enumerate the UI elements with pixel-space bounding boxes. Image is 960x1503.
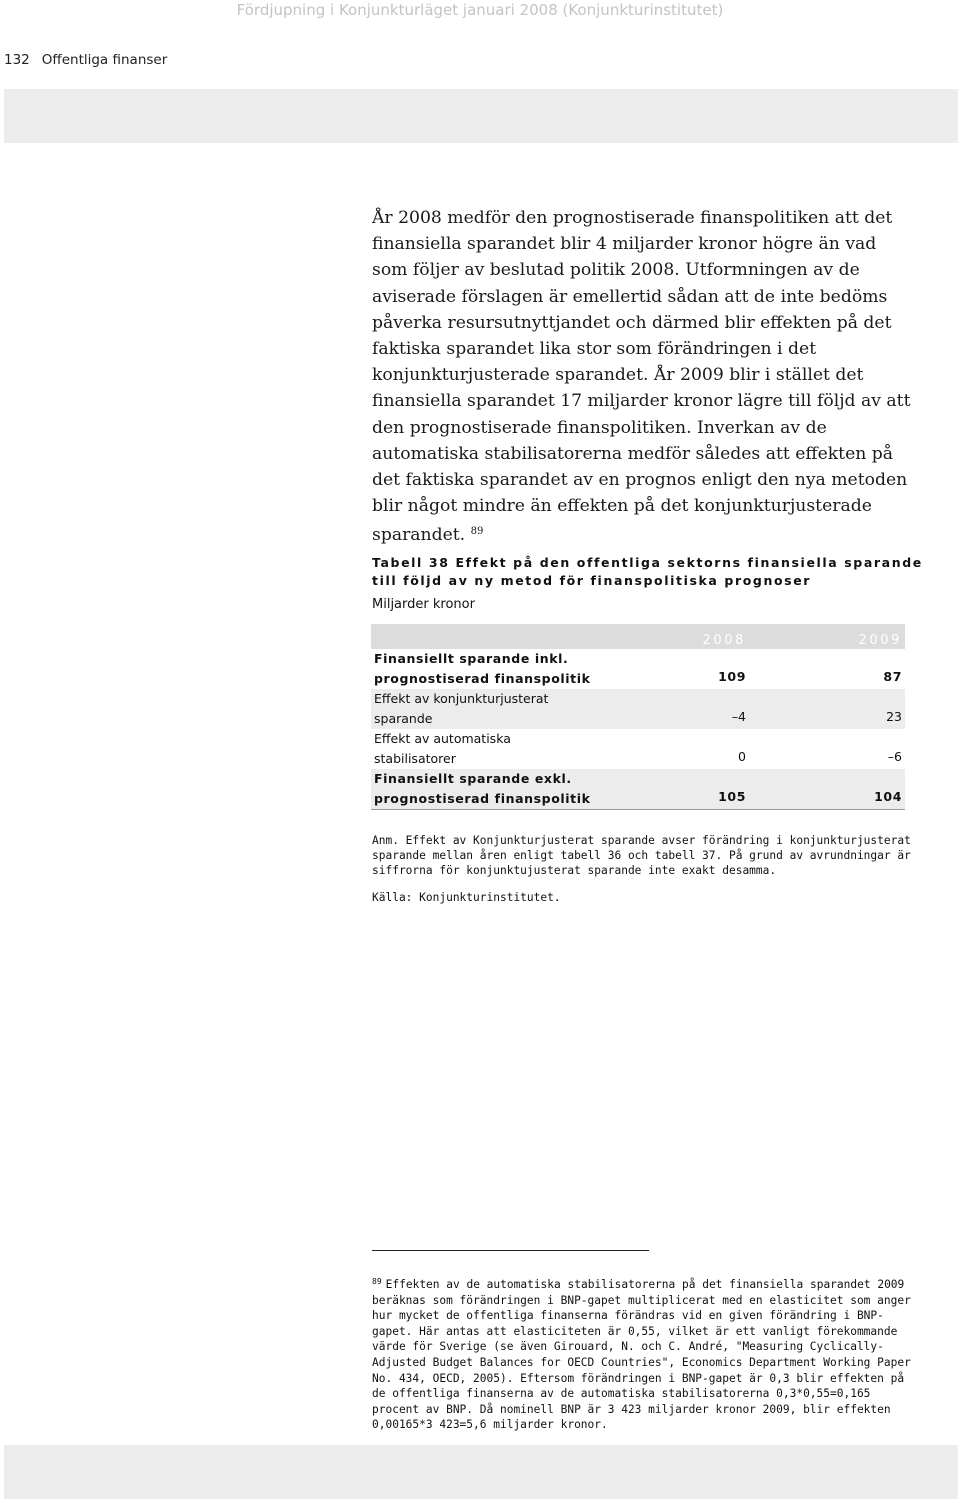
table-caption: Tabell 38 Effekt på den offentliga sektorns finansiella sparande till följd av ny metod för finanspolitiska prognoser (372, 555, 923, 588)
table-unit: Miljarder kronor (372, 597, 475, 612)
row-label (371, 649, 603, 689)
running-header (4, 52, 167, 68)
row-label (371, 769, 603, 810)
cell-2009: –6 (887, 749, 902, 764)
header-label-cell (371, 624, 603, 649)
document-title: Fördjupning i Konjunkturläget januari 2008 (Konjunkturinstitutet) (236, 1, 724, 19)
row-label-line: Finansiellt sparande inkl. (374, 651, 569, 666)
table-row (371, 769, 905, 810)
body-paragraph (372, 205, 912, 549)
footnote (372, 1274, 912, 1433)
row-label-line: prognostiserad finanspolitik (374, 671, 591, 686)
row-label (371, 689, 603, 729)
top-band (4, 89, 958, 143)
row-label (371, 729, 603, 769)
footnote-number: 89 (372, 1277, 382, 1286)
table-row (371, 729, 905, 769)
table-header-row (371, 624, 905, 649)
table-source: Källa: Konjunkturinstitutet. (372, 891, 561, 904)
cell-2009: 87 (883, 669, 902, 684)
page-number: 132 (4, 52, 30, 68)
cell-2008: –4 (603, 689, 749, 729)
bottom-band (4, 1445, 958, 1499)
cell-2009: 104 (749, 769, 905, 810)
footnote-reference[interactable]: 89 (470, 526, 484, 538)
table-row (371, 649, 905, 689)
data-table (371, 624, 905, 810)
footnote-text: Effekten av de automatiska stabilisatorerna på det finansiella sparandet 2009 beräknas som förändringen i BNP-gapet multiplicerat med en elasticitet som anger hur mycket de offentliga finanserna förändras vid en given förändring i BNP-gapet. Här antas att elasticiteten är 0,55, vilket är ett vanligt förekommande värde för Sverige (se även Girouard, N. och C. André, "Measuring Cyclically-Adjusted Budget Balances for OECD Countries", Economics Department Working Paper No. 434, OECD, 2005). Eftersom förändringen i BNP-gapet är 0,3 blir effekten på de offentliga finanserna av de automatiska stabilisatorerna 0,3*0,55=0,165 procent av BNP. Då nominell BNP är 3 423 miljarder kronor 2009, blir effekten 0,00165*3 423=5,6 miljarder kronor. (372, 1278, 911, 1432)
row-label-line: sparande (374, 711, 433, 726)
row-label-line: stabilisatorer (374, 751, 456, 766)
column-header-2008: 2008 (603, 624, 749, 649)
row-label-line: Effekt av konjunkturjusterat (374, 691, 549, 706)
row-label-line: prognostiserad finanspolitik (374, 791, 591, 806)
paragraph-text: År 2008 medför den prognostiserade finanspolitiken att det finansiella sparandet blir 4 miljarder kronor högre än vad som följer av beslutad politik 2008. Utformningen av de aviserade förslagen är emellertid sådan att de inte bedöms påverka resursutnyttjandet och därmed blir effekten på det faktiska sparandet lika stor som förändringen i det konjunkturjusterade sparandet. År 2009 blir i stället det finansiella sparandet 17 miljarder kronor lägre till följd av att den prognostiserade finanspolitiken. Inverkan av de automatiska stabilisatorerna medför således att effekten på det faktiska sparandet av en prognos enligt den nya metoden blir något mindre än effekten på det konjunkturjusterade sparandet. (372, 208, 911, 546)
footnote-divider (372, 1250, 649, 1251)
cell-2008: 105 (603, 769, 749, 810)
column-header-2009: 2009 (749, 624, 905, 649)
cell-2008: 109 (718, 669, 746, 684)
table-row (371, 689, 905, 729)
cell-2009: 23 (749, 689, 905, 729)
row-label-line: Finansiellt sparande exkl. (374, 771, 572, 786)
table-note: Anm. Effekt av Konjunkturjusterat sparande avser förändring i konjunkturjusterat sparande mellan åren enligt tabell 36 och tabell 37. På grund av avrundningar är siffrorna för konjunktujusterat sparande inte exakt desamma. (372, 834, 911, 877)
cell-2008: 0 (738, 749, 746, 764)
row-label-line: Effekt av automatiska (374, 731, 511, 746)
section-title: Offentliga finanser (41, 52, 168, 68)
